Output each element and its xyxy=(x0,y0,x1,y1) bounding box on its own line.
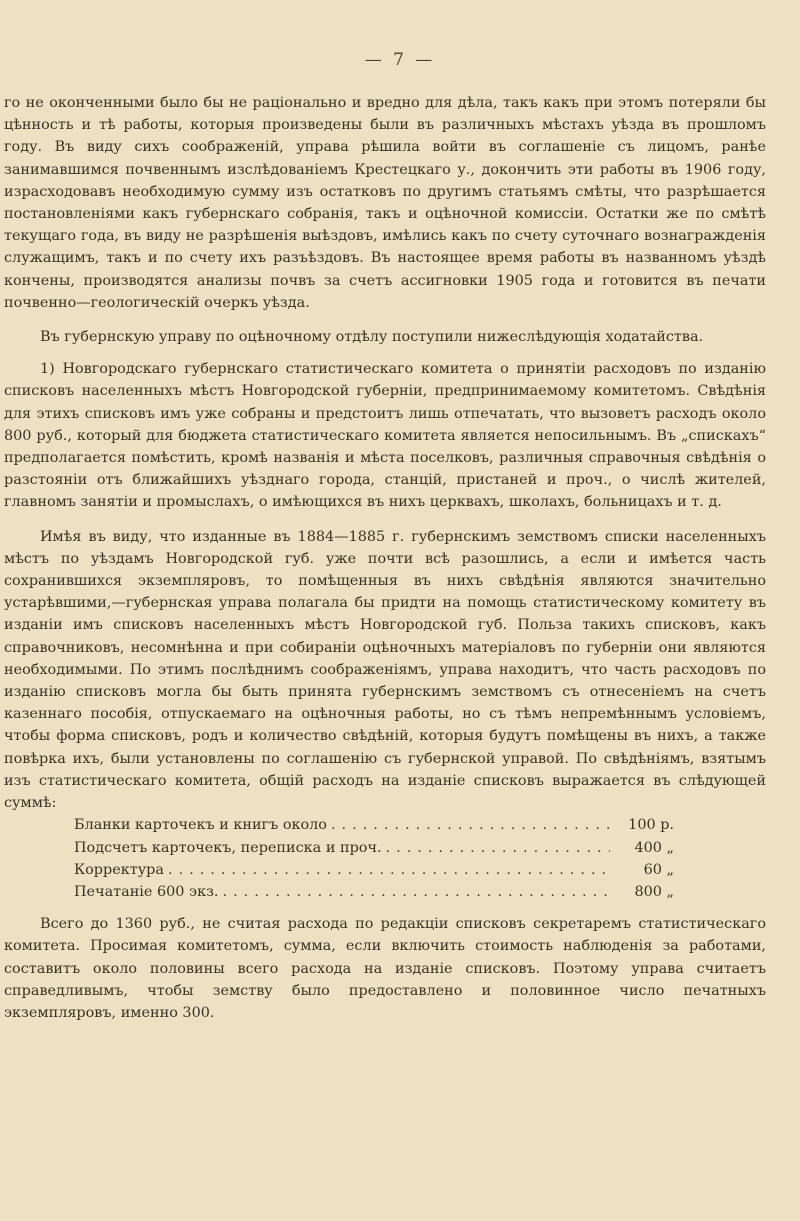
expense-item xyxy=(74,814,674,836)
expense-item xyxy=(74,859,674,881)
expense-value: 800 „ xyxy=(634,883,674,900)
dot-leader xyxy=(331,814,610,836)
page-number: — 7 — xyxy=(364,50,436,70)
paragraph-statistical-committee: 1) Новгородскаго губернскаго статистическаго комитета о принятіи расходовъ по изданію списковъ населенныхъ мѣстъ Новгородской губерніи, предпринимаемому комитетомъ. Свѣдѣнія для этихъ списковъ имъ уже собраны и предстоитъ лишь отпечатать, что вызоветъ расходъ около 800 руб., который для бюджета статистическаго комитета является непосильнымъ. Въ „спискахъ“ предполагается помѣстить, кромѣ названія и мѣста поселковъ, различныя справочныя свѣдѣнія о разстояніи отъ ближайшихъ уѣзднаго города, станцій, пристаней и проч., о числѣ жителей, главномъ занятіи и промыслахъ, о имѣющихся въ нихъ церквахъ, школахъ, больницахъ и т. д. xyxy=(4,361,766,511)
dot-leader xyxy=(386,837,610,859)
expense-item xyxy=(74,881,674,903)
paragraph-soil-survey: го не оконченными было бы не раціонально и вредно для дѣла, такъ какъ при этомъ потеряли бы цѣнность и тѣ работы, которыя произведены были въ различныхъ мѣстахъ уѣзда въ прошломъ году. Въ виду сихъ соображеній, управа рѣшила войти въ соглашеніе съ лицомъ, ранѣе занимавшимся почвеннымъ изслѣдованіемъ Крестецкаго у., докончить эти работы въ 1906 году, израсходовавъ необходимую сумму изъ остатковъ по другимъ статьямъ смѣты, что разрѣшается постановленіями какъ губернскаго собранія, такъ и оцѣночной комиссіи. Остатки же по смѣтѣ текущаго года, въ виду не разрѣшенія выѣздовъ, имѣлись какъ по счету суточнаго вознагражденія служащимъ, такъ и по счету ихъ разъѣздовъ. Въ настоящее время работы въ названномъ уѣздѣ кончены, производятся анализы почвъ за счетъ ассигновки 1905 года и готовится въ печати почвенно—геологическій очеркъ уѣзда. xyxy=(4,95,766,311)
expense-label: Бланки карточекъ и книгъ около xyxy=(74,817,327,834)
expense-value: 400 „ xyxy=(634,839,674,856)
expense-list xyxy=(4,814,766,903)
paragraph-total-expense: Всего до 1360 руб., не считая расхода по редакціи списковъ секретаремъ статистическаго комитета. Просимая комитетомъ, сумма, если включить стоимость наблюденія за работами, составитъ около половины всего расхода на изданіе списковъ. Поэтому управа считаетъ справедливымъ, чтобы земству было предоставлено и половинное число печатныхъ экземпляровъ, именно 300. xyxy=(4,916,766,1021)
dot-leader xyxy=(168,859,610,881)
expense-item xyxy=(74,837,674,859)
document-body xyxy=(4,92,766,1024)
expense-label: Подсчетъ карточекъ, переписка и проч. xyxy=(74,839,382,856)
paragraph-petitions-intro: Въ губернскую управу по оцѣночному отдѣлу поступили нижеслѣдующія ходатайства. xyxy=(40,329,704,346)
expense-value: 100 р. xyxy=(628,817,674,834)
expense-label: Корректура xyxy=(74,861,164,878)
expense-label: Печатаніе 600 экз. xyxy=(74,883,219,900)
paragraph-lists-rationale: Имѣя въ виду, что изданные въ 1884—1885 г. губернскимъ земствомъ списки населенныхъ мѣстъ по уѣздамъ Новгородской губ. уже почти всѣ разошлись, а если и имѣется часть сохранившихся экземпляровъ, то помѣщенныя въ нихъ свѣдѣнія являются значительно устарѣвшими,—губернская управа полагала бы придти на помощь статистическому комитету въ изданіи имъ списковъ населенныхъ мѣстъ Новгородской губ. Польза такихъ списковъ, какъ справочниковъ, несомнѣнна и при собираніи оцѣночныхъ матеріаловъ по губерніи они являются необходимыми. По этимъ послѣднимъ соображеніямъ, управа находитъ, что часть расходовъ по изданію списковъ могла бы быть принята губернскимъ земствомъ съ отнесеніемъ на счетъ казеннаго пособія, отпускаемаго на оцѣночныя работы, но съ тѣмъ непремѣннымъ условіемъ, чтобы форма списковъ, родъ и количество свѣдѣній, которыя будутъ помѣщены въ нихъ, а также повѣрка ихъ, были установлены по соглашенію съ губернской управой. По свѣдѣніямъ, взятымъ изъ статистическаго комитета, общій расходъ на изданіе списковъ выражается въ слѣдующей суммѣ: xyxy=(4,528,766,812)
dot-leader xyxy=(223,881,610,903)
expense-value: 60 „ xyxy=(643,861,674,878)
